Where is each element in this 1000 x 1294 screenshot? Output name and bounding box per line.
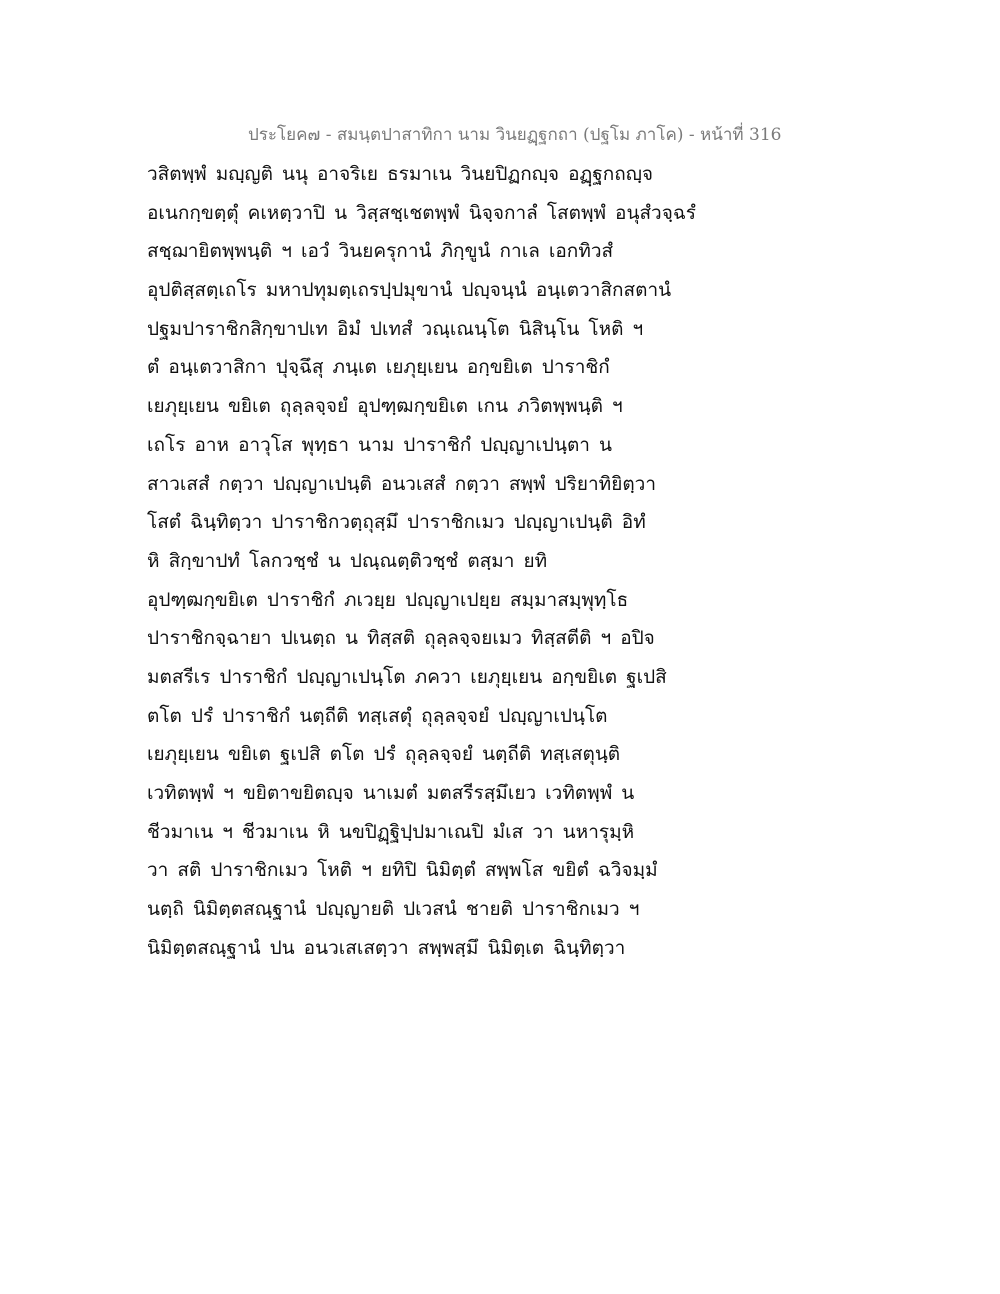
text-line: นิมิตฺตสณฺฐานํ ปน อนวเสเสตฺวา สพฺพสฺมึ นิมิตฺเต ฉินฺทิตฺวา: [147, 936, 626, 959]
text-line: อเนกกฺขตฺตุํ คเหตฺวาปิ น วิสฺสชฺเชตพฺพํ นิจฺจกาลํ โสตพฺพํ อนุสํวจฺฉรํ: [147, 201, 696, 224]
text-line: เยภุยฺเยน ขยิเต ถุลฺลจฺจยํ อุปฑฺฒกฺขยิเต เกน ภวิตพฺพนฺติ ฯ: [147, 395, 623, 418]
text-line: ชีวมาเน ฯ ชีวมาเน หิ นขปิฏฺฐิปฺปมาเณปิ มํเส วา นหารุมฺหิ: [147, 820, 635, 843]
text-line: วสิตพฺพํ มญฺญติ นนุ อาจริเย ธรมาเน วินยปิฏกญฺจ อฏฺฐกถญฺจ: [147, 163, 654, 185]
text-line: นตฺถิ นิมิตฺตสณฺฐานํ ปญฺญายติ ปเวสนํ ชายติ ปาราชิกเมว ฯ: [147, 898, 640, 921]
running-header: ประโยค๗ - สมนฺตปาสาทิกา นาม วินยฏฺฐกถา (ปฐโม ภาโค) - หน้าที่ 316: [248, 125, 782, 145]
text-line: เถโร อาห อาวุโส พุทฺธา นาม ปาราชิกํ ปญฺญาเปนฺตา น: [147, 433, 612, 456]
text-line: อุปฑฺฒกฺขยิเต ปาราชิกํ ภเวยฺย ปญฺญาเปยฺย สมฺมาสมฺพุทฺโธ: [147, 588, 629, 611]
body-text: [147, 155, 707, 967]
text-line: ตโต ปรํ ปาราชิกํ นตฺถีติ ทสฺเสตุํ ถุลฺลจฺจยํ ปญฺญาเปนฺโต: [147, 704, 608, 727]
text-line: ตํ อนฺเตวาสิกา ปุจฺฉึสุ ภนฺเต เยภุยฺเยน อกฺขยิเต ปาราชิกํ: [147, 356, 610, 379]
text-line: วา สติ ปาราชิกเมว โหติ ฯ ยทิปิ นิมิตฺตํ สพฺพโส ขยิตํ ฉวิจมฺมํ: [147, 859, 658, 882]
text-line: เยภุยฺเยน ขยิเต ฐเปสิ ตโต ปรํ ถุลฺลจฺจยํ นตฺถีติ ทสฺเสตุนฺติ: [147, 743, 621, 766]
text-line: สาวเสสํ กตฺวา ปญฺญาเปนฺติ อนวเสสํ กตฺวา สพฺพํ ปริยาทิยิตฺวา: [147, 472, 657, 495]
text-line: เวทิตพฺพํ ฯ ขยิตาขยิตญฺจ นาเมตํ มตสรีรสฺมึเยว เวทิตพฺพํ น: [147, 782, 635, 804]
text-line: โสตํ ฉินฺทิตฺวา ปาราชิกวตฺถุสฺมึ ปาราชิกเมว ปญฺญาเปนฺติ อิทํ: [147, 511, 646, 534]
text-line: สชฺฌายิตพฺพนฺติ ฯ เอวํ วินยครุกานํ ภิกฺขูนํ กาเล เอกทิวสํ: [147, 240, 614, 263]
text-line: มตสรีเร ปาราชิกํ ปญฺญาเปนฺโต ภควา เยภุยฺเยน อกฺขยิเต ฐเปสิ: [147, 665, 667, 688]
text-line: ปฐมปาราชิกสิกฺขาปเท อิมํ ปเทสํ วณฺเณนฺโต นิสินฺโน โหติ ฯ: [147, 317, 644, 340]
text-line: ปาราชิกจฺฉายา ปเนตฺถ น ทิสฺสติ ถุลฺลจฺจยเมว ทิสฺสตีติ ฯ อปิจ: [147, 627, 655, 650]
text-line: หิ สิกฺขาปทํ โลกวชฺชํ น ปณฺณตฺติวชฺชํ ตสฺมา ยทิ: [147, 549, 548, 572]
text-line: อุปติสฺสตฺเถโร มหาปทุมตฺเถรปฺปมุขานํ ปญฺจนฺนํ อนฺเตวาสิกสตานํ: [147, 279, 672, 302]
